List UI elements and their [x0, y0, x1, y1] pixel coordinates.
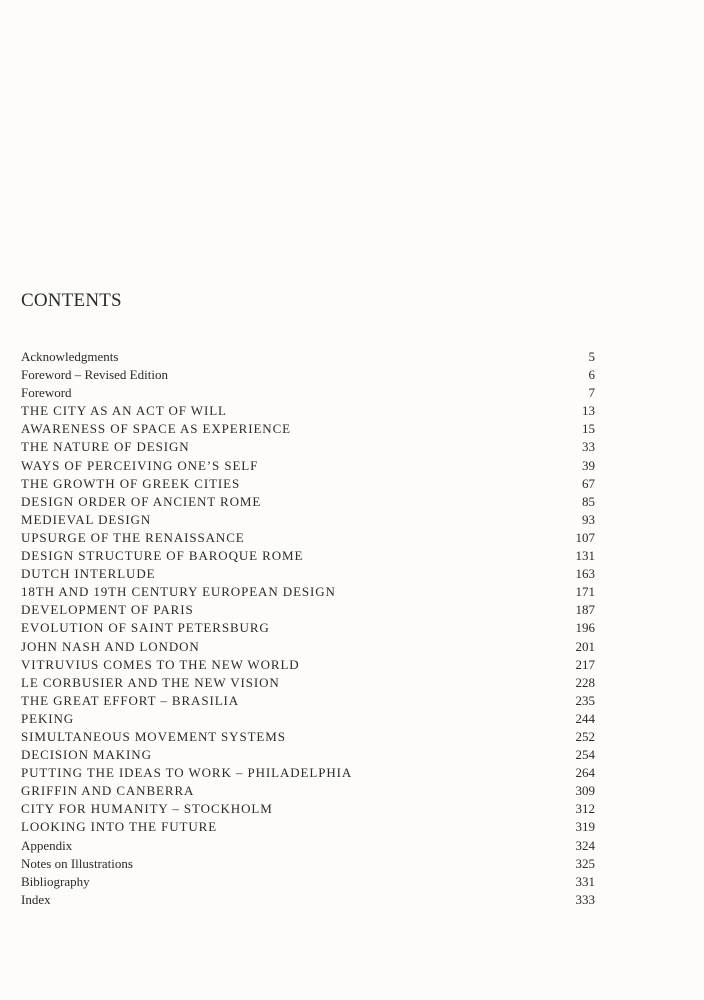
toc-entry [21, 547, 595, 565]
toc-entry-page-number: 254 [575, 747, 595, 763]
toc-entry [21, 565, 595, 583]
toc-entry [21, 348, 595, 366]
toc-entry-page-number: 171 [575, 584, 595, 600]
toc-entry-page-number: 264 [575, 765, 595, 781]
toc-entry-page-number: 187 [575, 602, 595, 618]
toc-entry [21, 583, 595, 601]
table-of-contents [21, 348, 595, 909]
toc-entry-title: DESIGN STRUCTURE OF BAROQUE ROME [21, 548, 304, 564]
toc-entry-title: PEKING [21, 710, 75, 726]
toc-entry [21, 746, 595, 764]
toc-entry-title: LOOKING INTO THE FUTURE [21, 819, 218, 835]
toc-entry-title: DECISION MAKING [21, 747, 152, 763]
toc-entry-title: THE NATURE OF DESIGN [21, 439, 190, 455]
toc-entry-page-number: 217 [575, 656, 595, 672]
toc-entry-page-number: 85 [582, 493, 595, 509]
toc-entry-title: EVOLUTION OF SAINT PETERSBURG [21, 620, 270, 636]
toc-entry-title: THE CITY AS AN ACT OF WILL [21, 403, 227, 419]
toc-entry-page-number: 244 [575, 710, 595, 726]
toc-entry [21, 366, 595, 384]
toc-entry [21, 619, 595, 637]
toc-entry [21, 384, 595, 402]
toc-entry-page-number: 319 [575, 819, 595, 835]
toc-entry-title: JOHN NASH AND LONDON [21, 638, 200, 654]
toc-entry-page-number: 333 [575, 891, 595, 907]
toc-entry [21, 764, 595, 782]
toc-entry-title: Index [21, 891, 51, 907]
toc-entry-page-number: 13 [582, 403, 595, 419]
toc-entry-page-number: 196 [575, 620, 595, 636]
toc-entry-title: DESIGN ORDER OF ANCIENT ROME [21, 493, 262, 509]
toc-entry-title: SIMULTANEOUS MOVEMENT SYSTEMS [21, 728, 286, 744]
toc-entry-page-number: 6 [588, 367, 595, 383]
toc-entry-page-number: 39 [582, 457, 595, 473]
toc-entry-title: LE CORBUSIER AND THE NEW VISION [21, 674, 280, 690]
toc-entry-page-number: 131 [575, 548, 595, 564]
toc-entry-title: VITRUVIUS COMES TO THE NEW WORLD [21, 656, 300, 672]
toc-entry [21, 457, 595, 475]
toc-entry [21, 638, 595, 656]
toc-entry [21, 800, 595, 818]
toc-entry-page-number: 324 [575, 837, 595, 853]
toc-entry-page-number: 67 [582, 475, 595, 491]
toc-entry-page-number: 325 [575, 855, 595, 871]
toc-entry [21, 420, 595, 438]
toc-entry-page-number: 33 [582, 439, 595, 455]
toc-entry-page-number: 228 [575, 674, 595, 690]
toc-entry [21, 837, 595, 855]
toc-entry [21, 728, 595, 746]
toc-entry [21, 511, 595, 529]
toc-entry-page-number: 5 [588, 349, 595, 364]
toc-entry [21, 710, 595, 728]
toc-entry [21, 438, 595, 456]
toc-entry-title: AWARENESS OF SPACE AS EXPERIENCE [21, 421, 291, 437]
toc-entry-title: Notes on Illustrations [21, 855, 133, 871]
toc-entry-page-number: 107 [575, 529, 595, 545]
page-title: CONTENTS [21, 290, 122, 311]
toc-entry-page-number: 235 [575, 692, 595, 708]
toc-entry-page-number: 252 [575, 728, 595, 744]
toc-entry-title: DEVELOPMENT OF PARIS [21, 602, 194, 618]
toc-entry [21, 656, 595, 674]
toc-entry-page-number: 312 [575, 801, 595, 817]
toc-entry [21, 493, 595, 511]
toc-entry-title: Bibliography [21, 873, 90, 889]
toc-entry [21, 692, 595, 710]
toc-entry [21, 873, 595, 891]
toc-entry [21, 601, 595, 619]
toc-entry-title: WAYS OF PERCEIVING ONE’S SELF [21, 457, 259, 473]
toc-entry-title: THE GREAT EFFORT – BRASILIA [21, 692, 240, 708]
toc-entry [21, 855, 595, 873]
toc-entry [21, 674, 595, 692]
toc-entry-title: DUTCH INTERLUDE [21, 566, 156, 582]
toc-entry-page-number: 201 [575, 638, 595, 654]
toc-entry [21, 782, 595, 800]
toc-entry-page-number: 331 [575, 873, 595, 889]
toc-entry [21, 891, 595, 909]
toc-entry [21, 475, 595, 493]
toc-entry-title: Foreword – Revised Edition [21, 367, 168, 383]
toc-entry-page-number: 163 [575, 566, 595, 582]
toc-entry-title: CITY FOR HUMANITY – STOCKHOLM [21, 801, 273, 817]
toc-entry-title: PUTTING THE IDEAS TO WORK – PHILADELPHIA [21, 765, 353, 781]
toc-entry [21, 529, 595, 547]
toc-entry-page-number: 7 [588, 385, 595, 401]
toc-entry-page-number: 309 [575, 783, 595, 799]
toc-entry-title: Acknowledgments [21, 349, 119, 364]
toc-entry-title: Appendix [21, 837, 73, 853]
toc-entry-page-number: 93 [582, 511, 595, 527]
toc-entry-title: Foreword [21, 385, 72, 401]
toc-entry [21, 402, 595, 420]
toc-entry-title: MEDIEVAL DESIGN [21, 511, 152, 527]
toc-entry [21, 818, 595, 836]
toc-entry-title: 18TH AND 19TH CENTURY EUROPEAN DESIGN [21, 584, 336, 600]
toc-entry-title: UPSURGE OF THE RENAISSANCE [21, 529, 245, 545]
toc-entry-title: GRIFFIN AND CANBERRA [21, 783, 195, 799]
toc-entry-title: THE GROWTH OF GREEK CITIES [21, 475, 241, 491]
toc-entry-page-number: 15 [582, 421, 595, 437]
